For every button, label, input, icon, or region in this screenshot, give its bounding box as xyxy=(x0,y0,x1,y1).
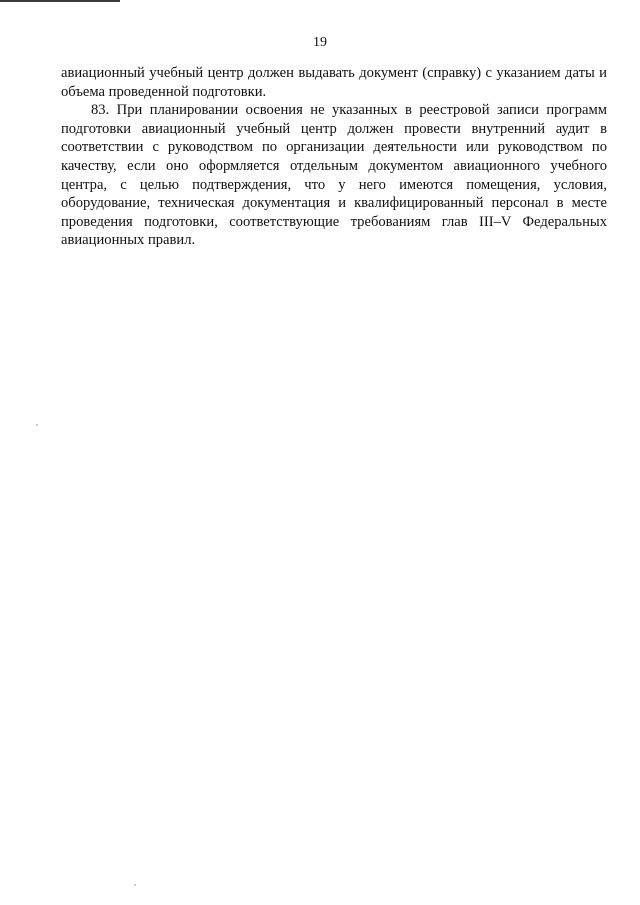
page-number: 19 xyxy=(313,35,327,50)
paragraph-item-83: 83. При планировании освоения не указанных в реестровой записи программ подготовки авиационный учебный центр должен провести внутренний аудит в соответствии с руководством по организации деятельности или руководством по качеству, если оно оформляется отдельным документом авиационного учебного центра, с целью подтверждения, что у него имеются помещения, условия, оборудование, техническая документация и квалифицированный персонал в месте проведения подготовки, соответствующие требованиям глав III–V Федеральных авиационных правил. xyxy=(61,102,607,249)
scan-speck xyxy=(134,884,136,886)
scan-speck xyxy=(36,424,38,426)
paragraph-continuation: авиационный учебный центр должен выдавать документ (справку) с указанием даты и объема проведенной подготовки. xyxy=(61,65,607,100)
document-body xyxy=(61,64,607,250)
